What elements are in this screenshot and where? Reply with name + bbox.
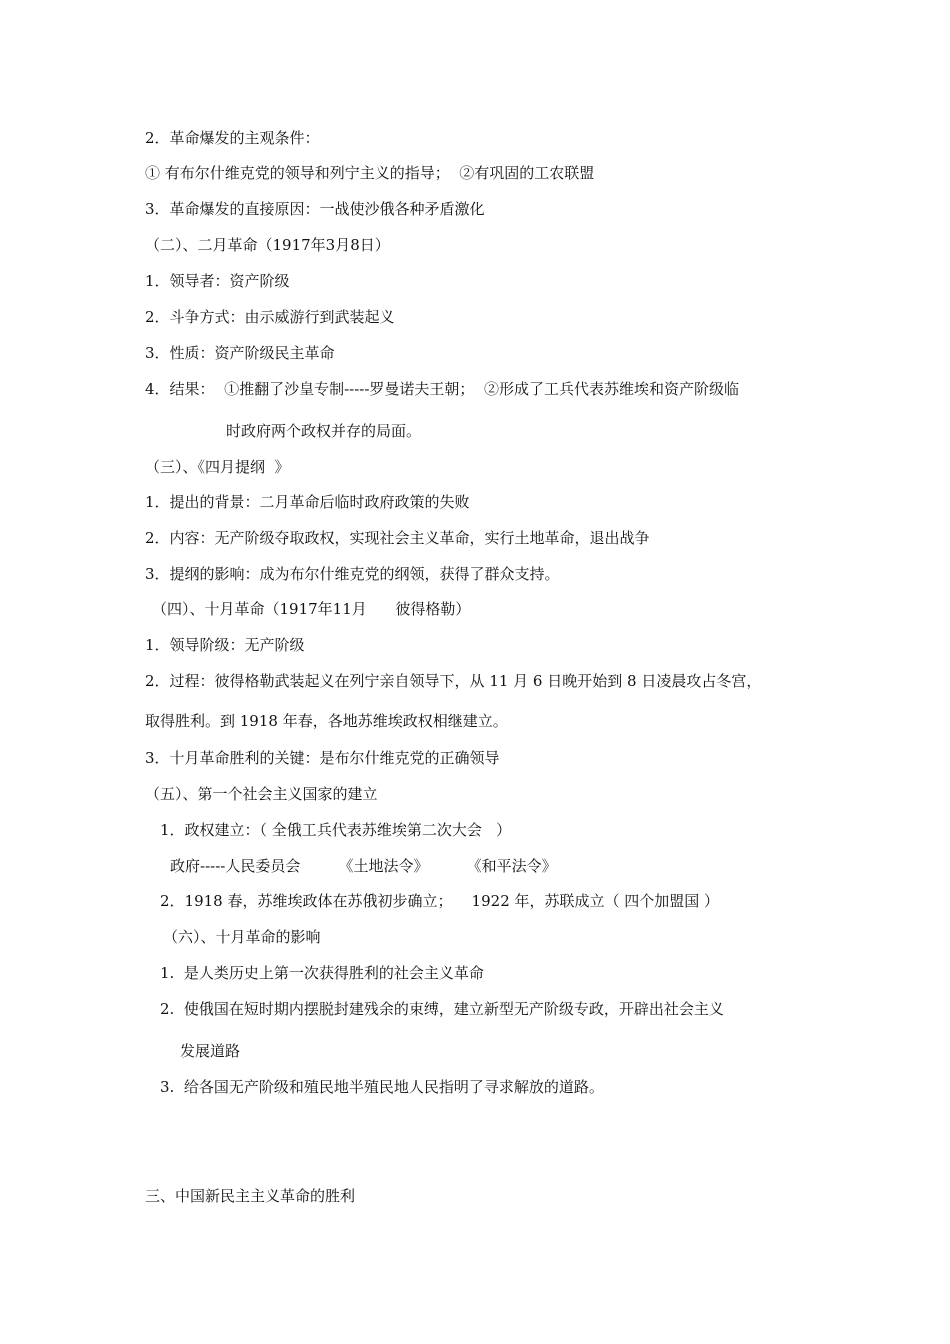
- section-heading: （三）、《四月提纲 》: [145, 458, 290, 476]
- text-line: 2．斗争方式：由示威游行到武装起义: [145, 308, 395, 326]
- text-line: 时政府两个政权并存的局面。: [226, 422, 422, 440]
- text-line: 发展道路: [180, 1042, 241, 1060]
- text-line: 2．内容：无产阶级夺取政权，实现社会主义革命，实行土地革命，退出战争: [145, 529, 650, 547]
- text-line: 2．过程：彼得格勒武装起义在列宁亲自领导下，从 11 月 6 日晚开始到 8 日凌晨攻占冬宫，: [145, 672, 762, 690]
- text-line: 2．革命爆发的主观条件：: [145, 129, 320, 147]
- text-line: 政府-----人民委员会 《土地法令》 《和平法令》: [170, 857, 557, 875]
- section-heading: （四）、十月革命（1917年11月 彼得格勒）: [152, 600, 471, 618]
- chapter-heading: 三、中国新民主主义革命的胜利: [145, 1187, 356, 1205]
- text-line: 4．结果： ①推翻了沙皇专制-----罗曼诺夫王朝； ②形成了工兵代表苏维埃和资产阶级临: [145, 380, 739, 398]
- text-line: 1．领导阶级：无产阶级: [145, 636, 305, 654]
- text-line: 3．革命爆发的直接原因：一战使沙俄各种矛盾激化: [145, 200, 485, 218]
- text-line: 1. 是人类历史上第一次获得胜利的社会主义革命: [160, 964, 484, 982]
- section-heading: （六）、十月革命的影响: [163, 928, 321, 946]
- section-heading: （二）、二月革命（1917年3月8日）: [145, 236, 390, 254]
- text-line: 1．领导者：资产阶级: [145, 272, 290, 290]
- text-line: 取得胜利。到 1918 年春，各地苏维埃政权相继建立。: [145, 712, 508, 730]
- text-line: 3. 给各国无产阶级和殖民地半殖民地人民指明了寻求解放的道路。: [160, 1078, 604, 1096]
- text-line: 3．十月革命胜利的关键：是布尔什维克党的正确领导: [145, 749, 500, 767]
- text-line: 1．提出的背景：二月革命后临时政府政策的失败: [145, 493, 470, 511]
- section-heading: （五）、第一个社会主义国家的建立: [145, 785, 378, 803]
- text-line: 2. 使俄国在短时期内摆脱封建残余的束缚，建立新型无产阶级专政，开辟出社会主义: [160, 1000, 724, 1018]
- text-line: 3．性质：资产阶级民主革命: [145, 344, 335, 362]
- text-line: ① 有布尔什维克党的领导和列宁主义的指导； ②有巩固的工农联盟: [145, 164, 595, 182]
- text-line: 2．1918 春，苏维埃政体在苏俄初步确立； 1922 年，苏联成立（ 四个加盟国 ）: [160, 892, 720, 910]
- text-line: 1．政权建立：（ 全俄工兵代表苏维埃第二次大会 ）: [160, 821, 512, 839]
- text-line: 3．提纲的影响：成为布尔什维克党的纲领，获得了群众支持。: [145, 565, 560, 583]
